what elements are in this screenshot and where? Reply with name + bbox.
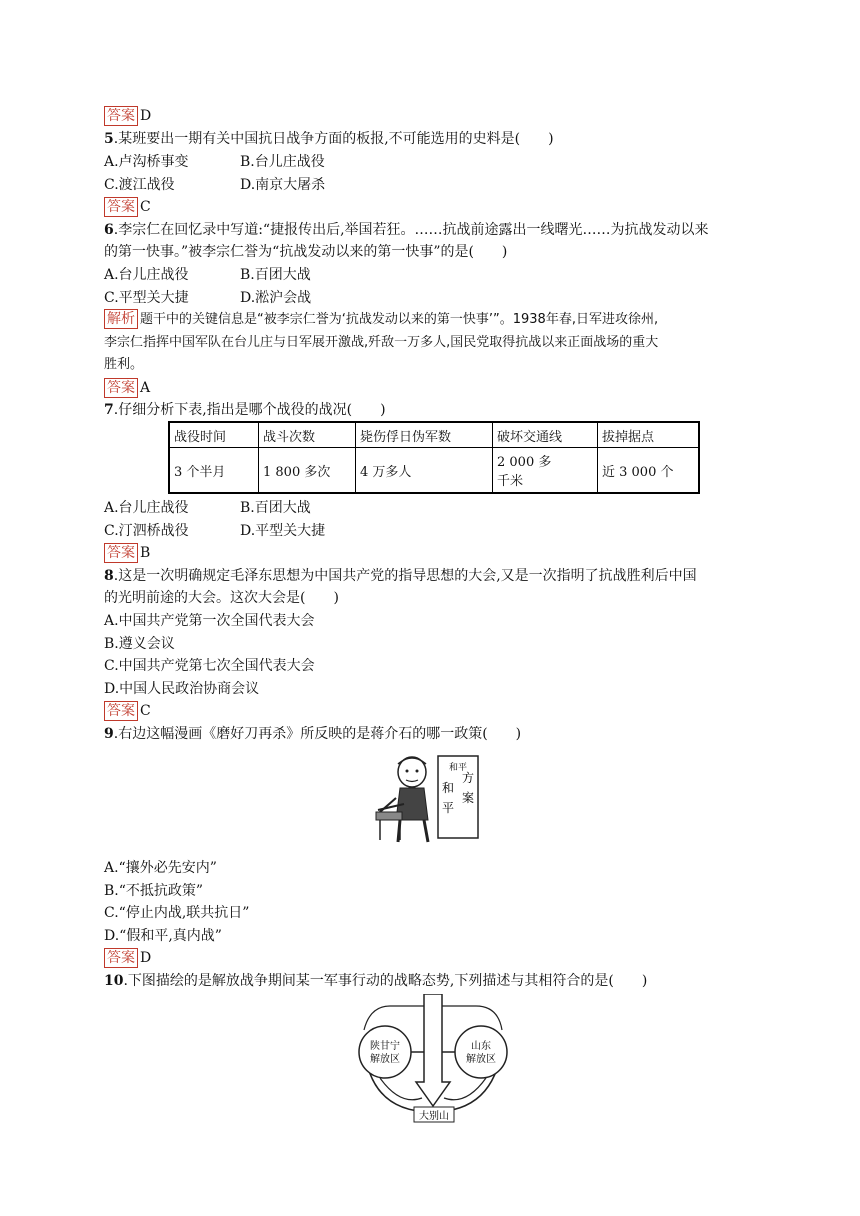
q9-option-a: A.“攘外必先安内” bbox=[104, 860, 217, 876]
strategy-diagram bbox=[350, 994, 515, 1129]
target-label: 大别山 bbox=[419, 1111, 449, 1122]
cell-line-2: 千米 bbox=[497, 474, 524, 489]
right-area-label: 山东 bbox=[471, 1041, 491, 1052]
q6-option-c: C.平型关大捷 bbox=[104, 290, 189, 306]
sign-top-text: 和平 bbox=[448, 763, 468, 773]
question-number: 5 bbox=[104, 131, 114, 147]
q6-explanation-3: 胜利。 bbox=[104, 357, 144, 372]
question-text: .下图描绘的是解放战争期间某一军事行动的战略态势,下列描述与其相符合的是( ) bbox=[123, 973, 648, 989]
question-8 bbox=[104, 565, 697, 587]
answer-value: A bbox=[140, 380, 151, 396]
q9-option-b: B.“不抵抗政策” bbox=[104, 883, 204, 899]
table-cell bbox=[493, 448, 598, 494]
question-number: 10 bbox=[104, 973, 124, 989]
answer-tag: 答案 bbox=[104, 106, 138, 126]
sign-char: 方 bbox=[461, 771, 475, 785]
q6-answer bbox=[104, 377, 150, 399]
q8-option-b: B.遵义会议 bbox=[104, 636, 175, 652]
table-header: 战役时间 bbox=[169, 422, 259, 448]
left-area-label: 解放区 bbox=[370, 1054, 400, 1065]
question-text: .仔细分析下表,指出是哪个战役的战况( ) bbox=[113, 402, 386, 418]
question-text: .某班要出一期有关中国抗日战争方面的板报,不可能选用的史料是( ) bbox=[113, 131, 554, 147]
sign-char: 案 bbox=[461, 791, 475, 805]
down-arrow-icon bbox=[416, 994, 450, 1106]
table-cell: 4 万多人 bbox=[356, 448, 493, 494]
question-text: .右边这幅漫画《磨好刀再杀》所反映的是蒋介石的哪一政策( ) bbox=[113, 726, 522, 742]
q7-option-c: C.汀泗桥战役 bbox=[104, 523, 189, 539]
q5-option-b: B.台儿庄战役 bbox=[240, 154, 325, 170]
answer-value: D bbox=[140, 108, 152, 124]
cell-line-1: 2 000 多 bbox=[497, 455, 552, 470]
q9-option-c: C.“停止内战,联共抗日” bbox=[104, 905, 250, 921]
q6-explanation-1 bbox=[104, 309, 658, 331]
question-8-cont: 的光明前途的大会。这次大会是( ) bbox=[104, 590, 339, 606]
table-header: 战斗次数 bbox=[259, 422, 356, 448]
figure-eye bbox=[416, 770, 419, 773]
answer-value: C bbox=[140, 703, 151, 719]
table-cell: 近 3 000 个 bbox=[598, 448, 700, 494]
q5-options-row1 bbox=[104, 151, 189, 173]
right-area-label: 解放区 bbox=[466, 1054, 496, 1065]
q6-option-d: D.淞沪会战 bbox=[240, 290, 312, 306]
question-10 bbox=[104, 970, 647, 992]
q8-option-a: A.中国共产党第一次全国代表大会 bbox=[104, 613, 315, 629]
q8-option-d: D.中国人民政治协商会议 bbox=[104, 681, 260, 697]
table-header-row bbox=[169, 422, 699, 448]
table-cell: 3 个半月 bbox=[169, 448, 259, 494]
right-base-circle bbox=[455, 1026, 507, 1078]
q6-option-a: A.台儿庄战役 bbox=[104, 267, 189, 283]
q7-option-d: D.平型关大捷 bbox=[240, 523, 326, 539]
question-7 bbox=[104, 399, 386, 421]
q6-option-b: B.百团大战 bbox=[240, 267, 311, 283]
option-c: C.渡江战役 bbox=[104, 177, 175, 193]
answer-tag: 答案 bbox=[104, 701, 138, 721]
sign-char: 平 bbox=[441, 801, 455, 815]
table-cell: 1 800 多次 bbox=[259, 448, 356, 494]
answer-prev-line bbox=[104, 105, 151, 127]
q9-option-d: D.“假和平,真内战” bbox=[104, 928, 222, 944]
figure-eye bbox=[406, 770, 409, 773]
q8-option-c: C.中国共产党第七次全国代表大会 bbox=[104, 658, 315, 674]
left-base-circle bbox=[359, 1026, 411, 1078]
answer-tag: 答案 bbox=[104, 543, 138, 563]
answer-tag: 答案 bbox=[104, 948, 138, 968]
q6-explanation-2: 李宗仁指挥中国军队在台儿庄与日军展开激战,歼敌一万多人,国民党取得抗战以来正面战场的重大 bbox=[104, 335, 659, 350]
question-text: .李宗仁在回忆录中写道:“捷报传出后,举国若狂。……抗战前途露出一线曙光……为抗战发动以来 bbox=[113, 222, 709, 238]
question-number: 7 bbox=[104, 402, 114, 418]
q8-answer bbox=[104, 700, 151, 722]
left-area-label: 陕甘宁 bbox=[370, 1041, 400, 1052]
question-number: 6 bbox=[104, 222, 114, 238]
question-text: .这是一次明确规定毛泽东思想为中国共产党的指导思想的大会,又是一次指明了抗战胜利后中国 bbox=[113, 568, 697, 584]
table-header: 拔掉据点 bbox=[598, 422, 700, 448]
question-6-cont: 的第一快事。”被李宗仁誉为“抗战发动以来的第一快事”的是( ) bbox=[104, 244, 508, 260]
question-number: 8 bbox=[104, 568, 114, 584]
table-header: 破坏交通线 bbox=[493, 422, 598, 448]
question-6 bbox=[104, 219, 709, 241]
answer-value: C bbox=[140, 199, 151, 215]
table-row bbox=[169, 448, 699, 494]
table-header: 毙伤俘日伪军数 bbox=[356, 422, 493, 448]
figure-legs bbox=[398, 820, 428, 842]
q9-answer bbox=[104, 947, 151, 969]
question-9 bbox=[104, 723, 521, 745]
q5-option-d: D.南京大屠杀 bbox=[240, 177, 326, 193]
q7-option-a: A.台儿庄战役 bbox=[104, 500, 189, 516]
question-5 bbox=[104, 128, 554, 150]
whetstone bbox=[376, 812, 402, 820]
q5-answer bbox=[104, 196, 151, 218]
answer-tag: 答案 bbox=[104, 197, 138, 217]
battle-table bbox=[168, 421, 700, 494]
option-a: A.卢沟桥事变 bbox=[104, 154, 189, 170]
q5-options-row2 bbox=[104, 174, 175, 196]
answer-value: B bbox=[140, 545, 151, 561]
explain-tag: 解析 bbox=[104, 309, 138, 329]
q7-option-b: B.百团大战 bbox=[240, 500, 311, 516]
answer-value: D bbox=[140, 950, 152, 966]
q7-answer bbox=[104, 542, 150, 564]
sign-char: 和 bbox=[441, 781, 455, 795]
answer-tag: 答案 bbox=[104, 378, 138, 398]
question-number: 9 bbox=[104, 726, 114, 742]
cartoon-illustration bbox=[370, 750, 485, 850]
explain-text: 题干中的关键信息是“被李宗仁誉为‘抗战发动以来的第一快事’”。1938年春,日军进攻徐州, bbox=[140, 312, 659, 327]
